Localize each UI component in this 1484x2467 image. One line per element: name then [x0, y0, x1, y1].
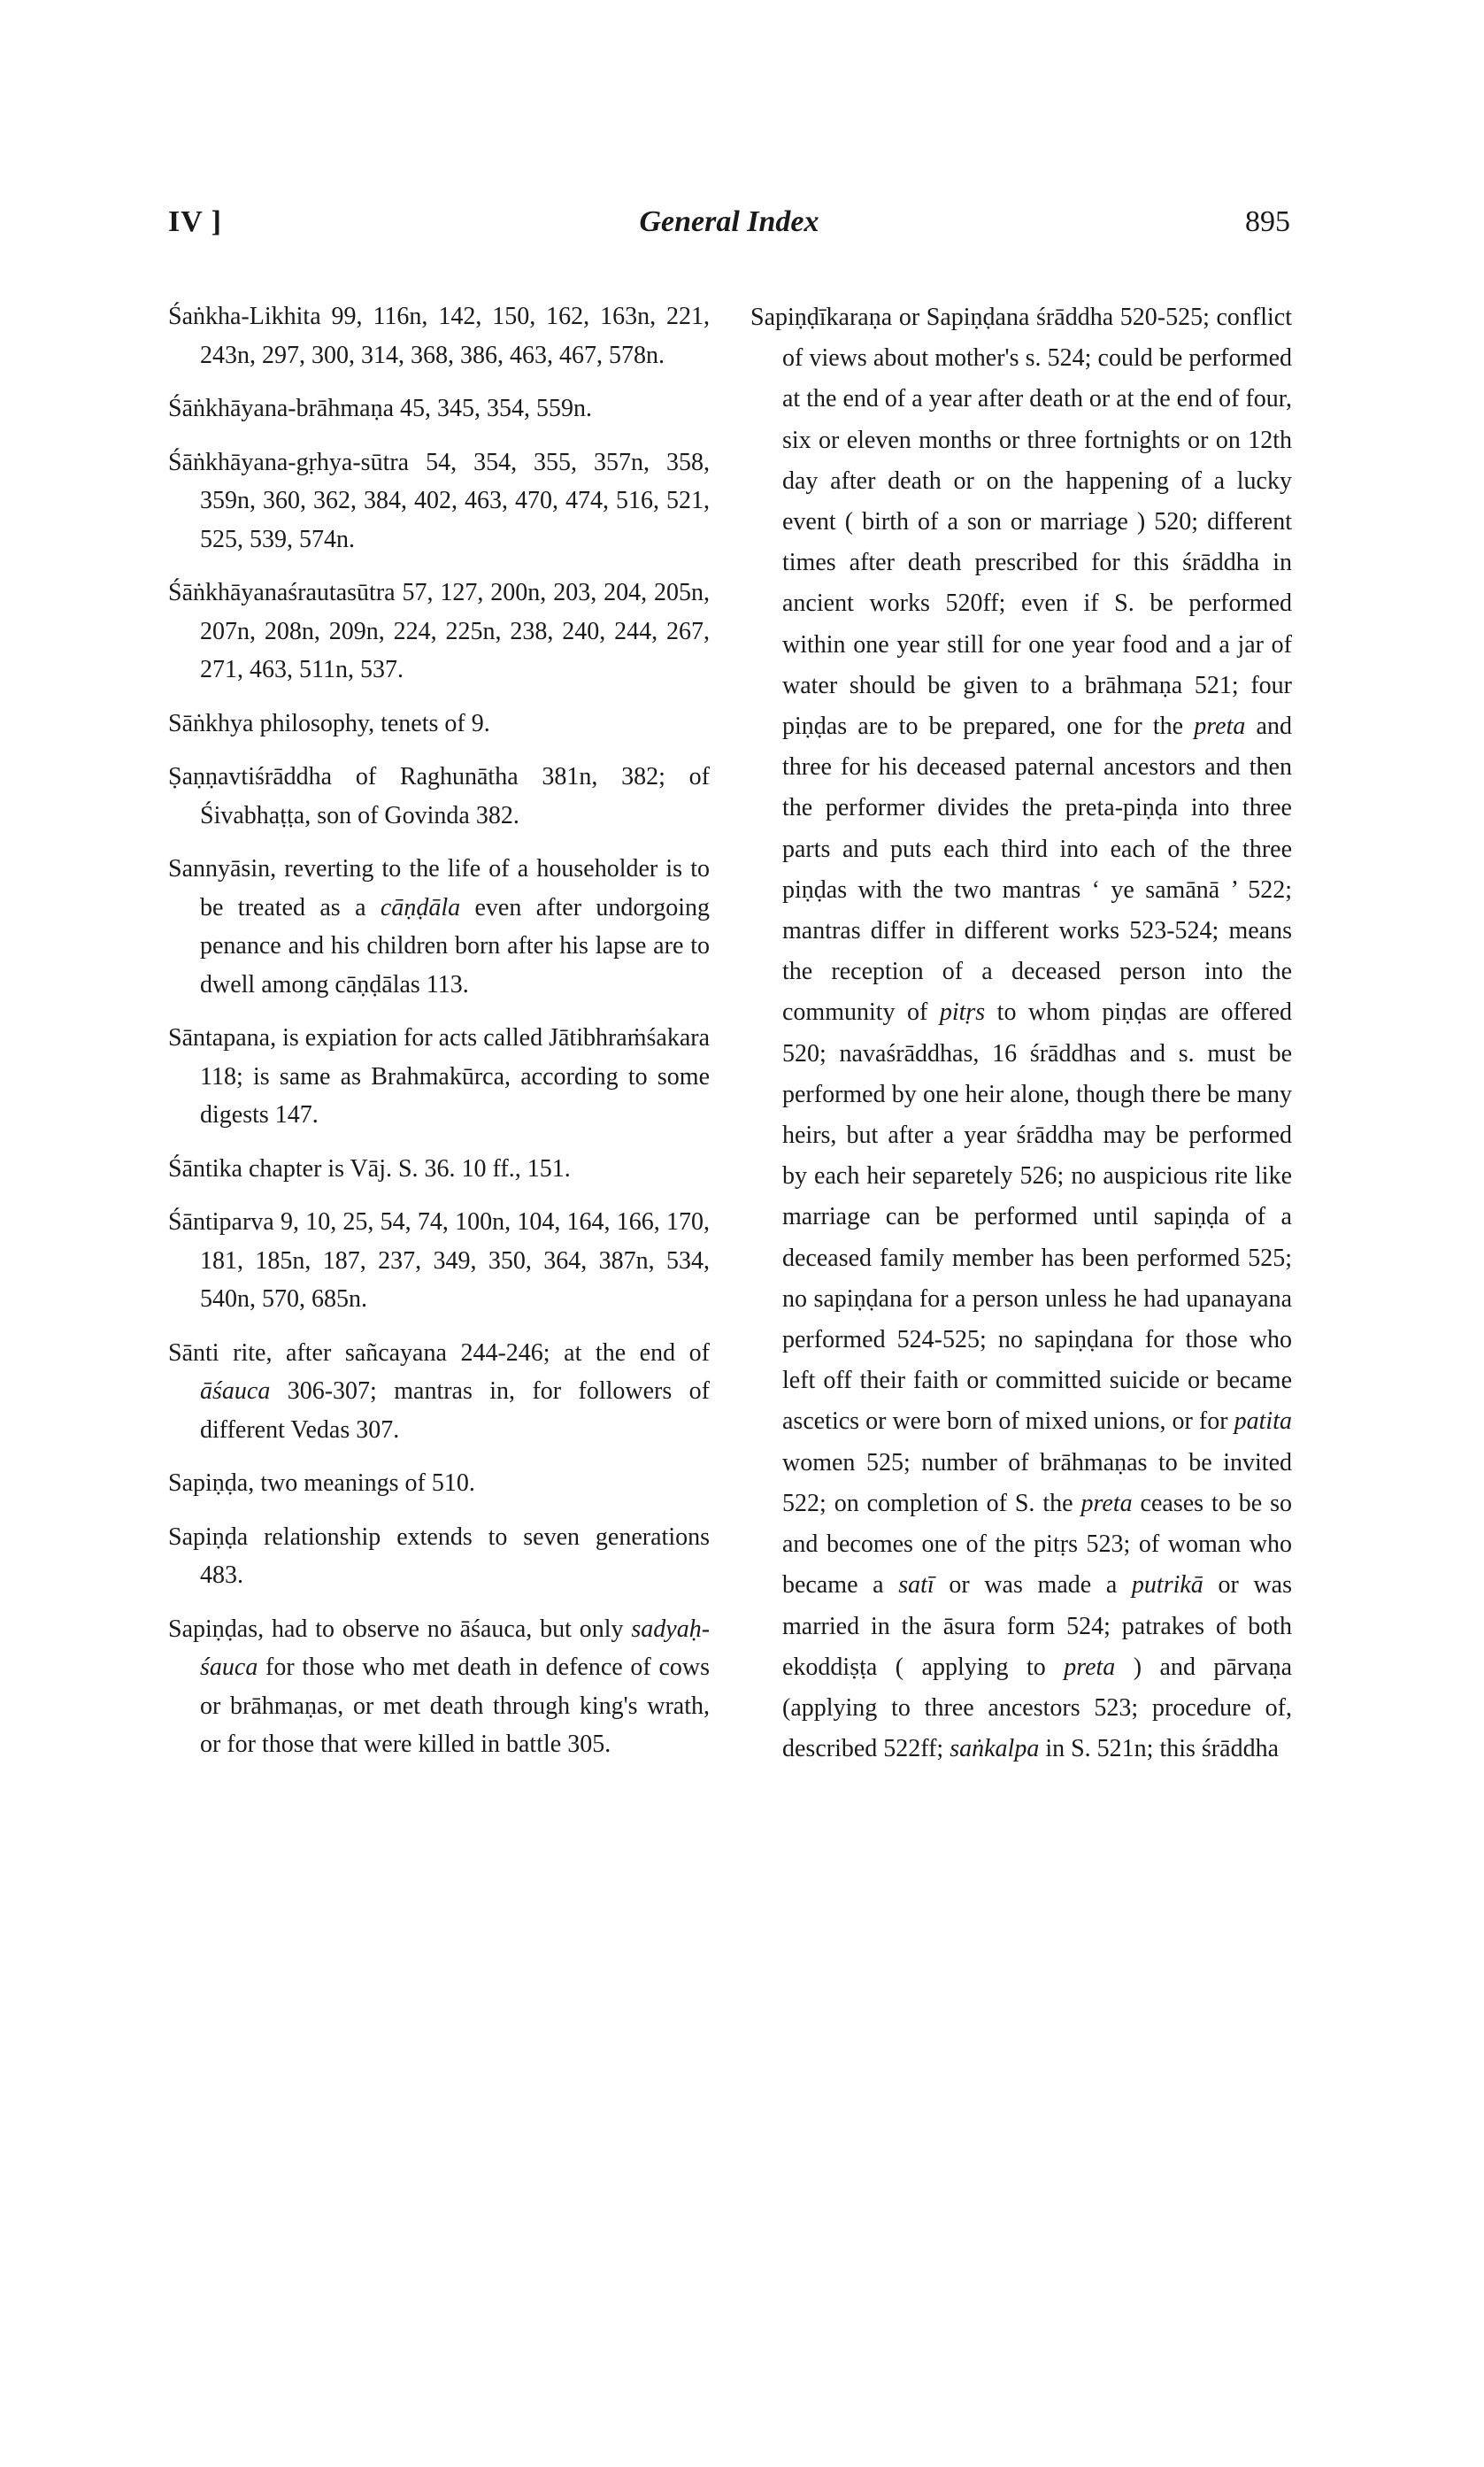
entry-headword: Sapiṇḍas, [168, 1615, 265, 1643]
entry-references: or was made a [934, 1571, 1132, 1600]
entry-references: for those who met death in defence of cows or brāhmaṇas, or met death through king's wrath, or for those that were killed in battle 305. [200, 1654, 711, 1758]
index-entry [168, 705, 710, 744]
entry-references: of Raghunātha 381n, 382; of Śivabhaṭṭa, son of Govinda 382. [200, 763, 711, 829]
index-entry [168, 297, 710, 374]
entry-headword: Sannyāsin, [168, 855, 277, 883]
entry-italic-term: preta [1064, 1653, 1116, 1681]
running-title: General Index [639, 205, 819, 238]
entry-italic-term: preta [1194, 713, 1246, 741]
index-entry [168, 1610, 710, 1764]
entry-headword: Śaṅkha-Likhita [168, 303, 321, 330]
entry-headword: Śāṅkhāyanaśrautasūtra [168, 579, 396, 606]
index-entry [168, 1518, 710, 1595]
index-entry [168, 758, 710, 835]
entry-references: 54, 354, 355, 357n, 358, 359n, 360, 362, 384, 402, 463, 470, 474, 516, 521, 525, 539, 574n. [200, 448, 711, 553]
entry-references: 99, 116n, 142, 150, 162, 163n, 221, 243n, 297, 300, 314, 368, 386, 463, 467, 578n. [200, 303, 710, 369]
entry-italic-term: satī [898, 1571, 934, 1600]
index-entry [168, 1464, 710, 1503]
section-number: IV ] [168, 205, 222, 238]
index-entry [168, 1019, 710, 1135]
running-header [168, 205, 1290, 250]
entry-references: rite, after sañcayana 244-246; at the end of [233, 1338, 711, 1367]
page-number: 895 [1245, 205, 1290, 238]
entry-italic-term: preta [1080, 1489, 1133, 1517]
index-column-right [750, 297, 1292, 1769]
entry-headword: Śāntiparva [168, 1208, 274, 1236]
entry-italic-term: putrikā [1131, 1571, 1203, 1600]
entry-italic-term: patita [1234, 1407, 1292, 1436]
entry-references: had to observe no āśauca, but only [271, 1615, 624, 1643]
entry-references: philosophy, tenets of 9. [259, 709, 490, 737]
entry-references: women 525; number of brāhmaṇas to be invited 522; on completion of S. the [782, 1448, 1292, 1517]
entry-references: reverting to the life of a householder is to be treated as a [200, 855, 711, 921]
entry-italic-term: saṅkalpa [950, 1735, 1040, 1763]
entry-italic-term: cāṇḍāla [380, 893, 461, 921]
index-entry [168, 1334, 710, 1450]
index-column-left [168, 297, 710, 1779]
index-entry [168, 1203, 710, 1319]
entry-headword: Sapiṇḍīkaraṇa [750, 304, 893, 331]
index-entry [750, 297, 1292, 1769]
entry-headword: Śāṅkhāyana-brāhmaṇa [168, 395, 394, 422]
entry-headword: Sapiṇḍa, [168, 1469, 255, 1497]
entry-references: 9, 10, 25, 54, 74, 100n, 104, 164, 166, 170, 181, 185n, 187, 237, 349, 350, 364, 387n, 534, 540n, 570, 685n. [200, 1208, 711, 1313]
entry-references: relationship extends to seven generations 483. [200, 1523, 710, 1589]
entry-headword: Sānti [168, 1338, 219, 1367]
entry-headword: Śāntika [168, 1154, 242, 1183]
entry-references: or was married in the āsura form 524; patrakes of both ekoddiṣṭa ( applying to [782, 1571, 1292, 1681]
entry-headword: Śāṅkhāyana-gṛhya-sūtra [168, 448, 410, 476]
entry-references: ceases to be so and becomes one of the pitṛs 523; of woman who became a [782, 1489, 1292, 1600]
entry-references: two meanings of 510. [260, 1469, 475, 1497]
entry-references: even after undorgoing penance and his children born after his lapse are to dwell among cāṇḍālas 113. [200, 893, 710, 998]
entry-references: 57, 127, 200n, 203, 204, 205n, 207n, 208n, 209n, 224, 225n, 238, 240, 244, 267, 271, 463, 511n, 537. [200, 579, 711, 683]
index-entry [168, 389, 710, 428]
entry-references: is expiation for acts called Jātibhraṁśakara 118; is same as Brahmakūrca, according to some digests 147. [200, 1024, 711, 1129]
entry-references: and three for his deceased paternal ancestors and then the performer divides the preta-piṇḍa into three parts and puts each third into each of the three piṇḍas with the two mantras ‘ ye samānā ’ 522; mantras differ in different works 523-524; means the reception of a deceased person into the community of [782, 713, 1292, 1027]
index-entry [168, 1150, 710, 1189]
entry-italic-term: sadyaḥ-śauca [200, 1615, 711, 1681]
entry-references: chapter is Vāj. S. 36. 10 ff., 151. [249, 1154, 571, 1183]
entry-references: or Sapiṇḍana śrāddha 520-525; conflict of views about mother's s. 524; could be performed at the end of a year after death or at the end of four, six or eleven months or three fortnights or on 12th day after death or on the happening of a lucky event ( birth of a son or marriage ) 520; different times after death prescribed for this śrāddha in ancient works 520ff; even if S. be performed within one year still for one year food and a jar of water should be given to a brāhmaṇa 521; four piṇḍas are to be prepared, one for the [782, 304, 1293, 741]
entry-references: to whom piṇḍas are offered 520; navaśrāddhas, 16 śrāddhas and s. must be performed by one heir alone, though there be many heirs, but after a year śrāddha may be performed by each heir separetely 526; no auspicious rite like marriage can be performed until sapiṇḍa of a deceased family member has been performed 525; no sapiṇḍana for a person unless he had upanayana performed 524-525; no sapiṇḍana for those who left off their faith or committed suicide or became ascetics or were born of mixed unions, or for [782, 998, 1292, 1436]
index-entry [168, 850, 710, 1004]
entry-references: 306-307; mantras in, for followers of different Vedas 307. [200, 1377, 710, 1444]
entry-headword: Sāṅkhya [168, 709, 254, 737]
entry-references: in S. 521n; this śrāddha [1039, 1735, 1279, 1763]
entry-headword: Sāntapana, [168, 1024, 277, 1052]
entry-italic-term: āśauca [200, 1377, 271, 1405]
entry-references: ) and pārvaṇa (applying to three ancestors 523; procedure of, described 522ff; [782, 1653, 1293, 1763]
entry-italic-term: pitṛs [939, 998, 986, 1027]
index-entry [168, 443, 710, 559]
entry-references: 45, 345, 354, 559n. [400, 395, 592, 422]
entry-headword: Ṣaṇṇavtiśrāddha [168, 763, 333, 790]
index-entry [168, 574, 710, 690]
entry-headword: Sapiṇḍa [168, 1523, 249, 1551]
